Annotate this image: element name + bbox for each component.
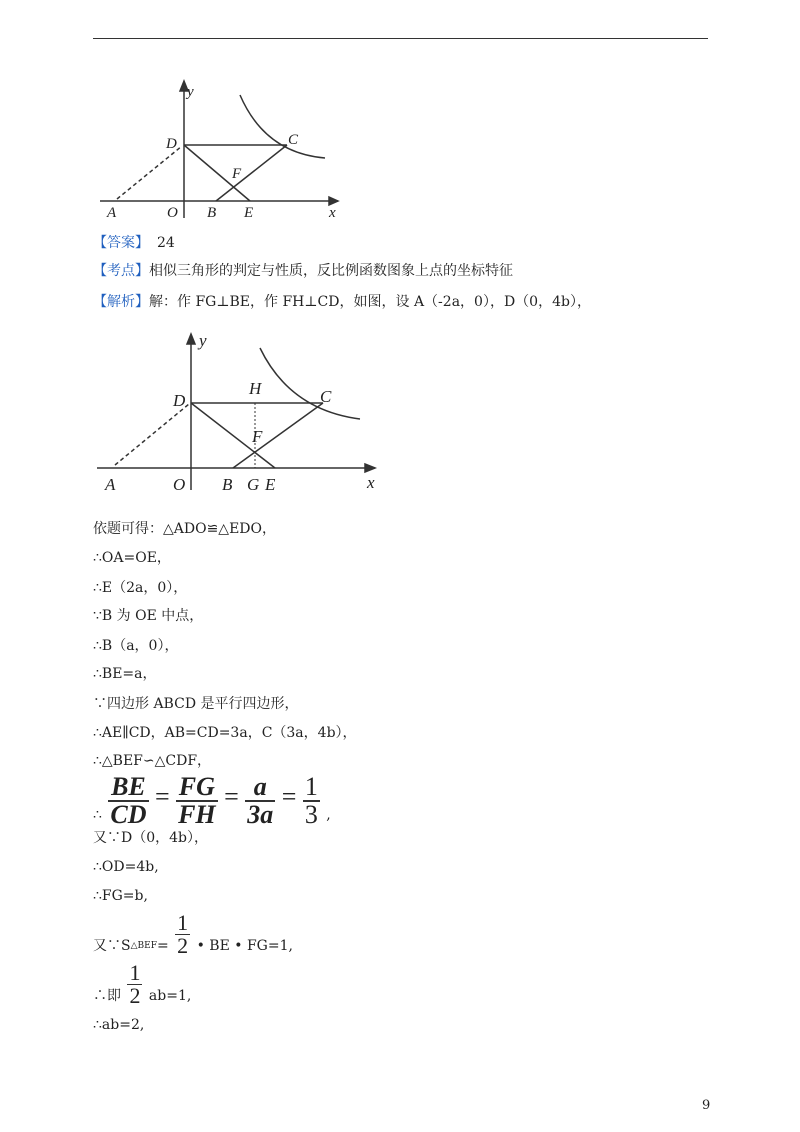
step-line: ∵四边形 ABCD 是平行四边形，: [93, 696, 299, 712]
ratio-prefix: ∴: [93, 807, 102, 823]
label-e: E: [265, 475, 276, 494]
ratio-tail: ,: [326, 807, 331, 823]
frac-den: 3: [304, 800, 318, 829]
label-o: O: [173, 475, 186, 494]
label-c: C: [288, 132, 299, 148]
label-f: F: [232, 166, 242, 182]
area-subscript: △BEF: [130, 941, 157, 951]
step-line: ∴ab=2,: [93, 1017, 145, 1033]
step-line: ∴OD=4b,: [93, 859, 159, 875]
frac-num: BE: [108, 774, 148, 802]
segment-ad-dashed: [117, 146, 182, 199]
fraction-fg-fh: [176, 774, 218, 828]
area-equation: [93, 912, 293, 957]
frac-den: FH: [178, 800, 216, 829]
label-x: x: [329, 205, 336, 221]
frac-num: 1: [177, 910, 189, 935]
segment-cb: [216, 145, 287, 201]
frac-num: a: [245, 774, 275, 802]
header-rule: [93, 38, 708, 39]
step-line: ∴B（a，0），: [93, 638, 179, 654]
step-line: ∴AE∥CD，AB=CD=3a，C（3a，4b），: [93, 725, 357, 741]
kaodian-tag: 【考点】: [93, 263, 149, 279]
frac-num: 1: [129, 960, 141, 985]
label-x: x: [367, 473, 375, 492]
label-b: B: [222, 475, 233, 494]
label-f: F: [252, 427, 263, 446]
fraction-a-3a: [245, 774, 275, 828]
kaodian-text: 相似三角形的判定与性质，反比例函数图象上点的坐标特征: [149, 263, 513, 279]
x-arrow: [365, 464, 375, 472]
answer-value: 24: [157, 235, 175, 251]
fraction-half: [175, 912, 190, 957]
equals-sign: =: [281, 782, 297, 811]
step-line: ∴FG=b,: [93, 888, 148, 904]
area-eq: =: [156, 938, 169, 954]
label-y: y: [199, 331, 207, 350]
jiexi-line: [93, 293, 591, 311]
kaodian-line: [93, 262, 513, 280]
equals-sign: =: [224, 782, 239, 811]
hyperbola-curve: [260, 348, 360, 419]
frac-num: FG: [176, 774, 218, 802]
label-e: E: [244, 205, 254, 221]
step-line: ∵B 为 OE 中点，: [93, 608, 204, 624]
frac-den: 3a: [247, 800, 274, 829]
label-d: D: [173, 391, 186, 410]
label-y: y: [187, 84, 194, 100]
jiexi-tag: 【解析】: [93, 294, 149, 310]
label-b: B: [207, 205, 217, 221]
segment-ad-dashed: [115, 404, 189, 465]
frac-num: 1: [304, 772, 318, 801]
frac-den: 2: [177, 933, 189, 958]
frac-den: CD: [110, 800, 147, 829]
step-line: ∴BE=a，: [93, 666, 157, 682]
fraction-be-cd: [108, 774, 148, 828]
frac-den: 2: [129, 983, 141, 1008]
area-prefix: 又∵S: [93, 938, 131, 954]
label-g: G: [247, 475, 260, 494]
label-a: A: [105, 475, 116, 494]
half-equation: [93, 962, 191, 1007]
step-line: ∴E（2a，0），: [93, 580, 188, 596]
area-tail: • BE • FG=1,: [196, 938, 293, 954]
label-d: D: [166, 136, 177, 152]
step-line: 又∵D（0，4b），: [93, 830, 209, 846]
y-arrow: [187, 334, 195, 344]
label-h: H: [249, 379, 262, 398]
label-a: A: [107, 205, 117, 221]
half-prefix: ∴即: [93, 988, 121, 1004]
segment-cb: [233, 403, 323, 468]
step-line: ∴OA=OE，: [93, 550, 171, 566]
step-line: 依题可得：△ADO≌△EDO，: [93, 521, 276, 537]
ratio-equation: [93, 774, 331, 828]
equals-sign: =: [154, 782, 170, 811]
fraction-half: [127, 962, 142, 1007]
answer-tag: 【答案】: [93, 235, 149, 251]
jiexi-text: 解：作 FG⊥BE，作 FH⊥CD，如图，设 A（-2a，0），D（0，4b），: [149, 294, 591, 310]
segment-de: [191, 403, 275, 468]
figure-2: [95, 330, 395, 495]
half-tail: ab=1,: [148, 988, 192, 1004]
page-number: 9: [702, 1098, 711, 1113]
label-o: O: [167, 205, 178, 221]
x-arrow: [329, 197, 338, 205]
figure-1: [95, 78, 355, 228]
answer-line: [93, 234, 175, 252]
label-c: C: [320, 387, 332, 406]
fraction-1-3: [303, 774, 320, 828]
step-line: ∴△BEF∽△CDF，: [93, 753, 212, 769]
